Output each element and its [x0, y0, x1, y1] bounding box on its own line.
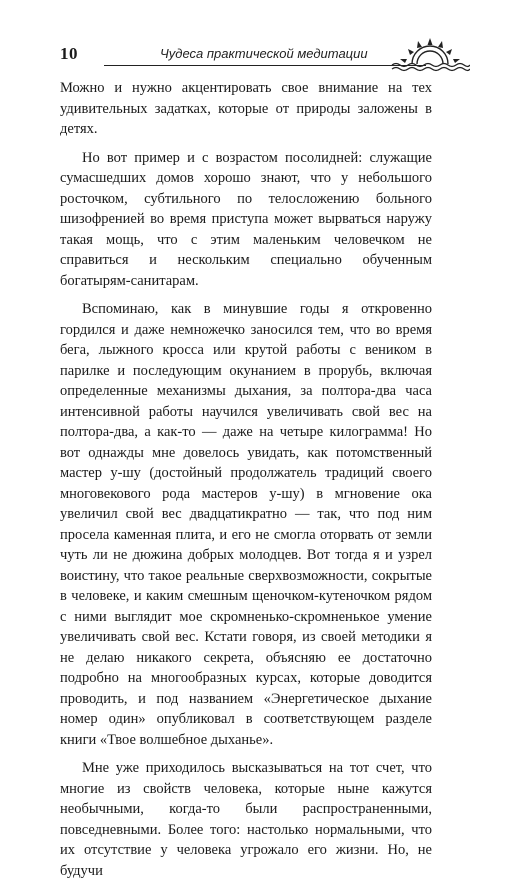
header-rule — [104, 65, 426, 66]
paragraph-4: Мне уже приходилось высказываться на тот счет, что многие из свойств человека, которые ныне кажутся необычными, когда-то были распространенными, повседневными. Более того: настолько нормальными, что их отсутствие у человека угрожало его жизни. Но, не будучи — [60, 760, 432, 879]
running-title: Чудеса практической медитации — [160, 46, 368, 61]
paragraph-2: Но вот пример и с возрастом посолидней: служащие сумасшедших домов хорошо знают, что у небольшого росточком, субтильного по телосложению больного шизофренией во время приступа может вырваться наружу такая мощь, что с этим маленьким человечком не справиться и нескольким специально обученным богатырям-санитарам. — [60, 149, 432, 289]
paragraph-3: Вспоминаю, как в минувшие годы я откровенно гордился и даже немножечко заносился тем, что во время бега, лыжного кросса или крутой работы с веником в парилке и последующим окунанием в прорубь, включая определенные механизмы дыхания, за полтора-два часа интенсивной работы научился увеличивать свой вес на полтора-два, а как-то — даже на четыре килограмма! Но вот однажды мне довелось увидать, как потомственный мастер у-шу (достойный продолжатель традиций своего многовекового рода мастеров у-шу) в мгновение ока увеличил свой вес двадцатикратно — так, что под ним просела каменная плита, и его не смогла оторвать от земли чуть ли не дюжина добрых молодцев. Вот тогда я и узрел воистину, что такое реальные сверхвозможности, сокрытые в человеке, и каким смешным щеночком-кутеночком рядом с ними выглядит мое скромненько-скромненькое умение увеличивать свой вес. Кстати говоря, из своей методики я не делаю никакого секрета, объясняю ее достаточно подробно на многообразных курсах, которые доводится проводить, и под названием «Энергетическое дыхание номер один» опубликовал в соответствующем разделе книги «Твое волшебное дыханье». — [60, 301, 432, 748]
body-text — [60, 78, 432, 881]
paragraph-1: Можно и нужно акцентировать свое внимание на тех удивительных задатках, которые от природы заложены в детях. — [60, 80, 432, 137]
page-header — [60, 40, 500, 74]
rising-sun-icon — [390, 36, 470, 72]
page-number: 10 — [60, 44, 78, 63]
